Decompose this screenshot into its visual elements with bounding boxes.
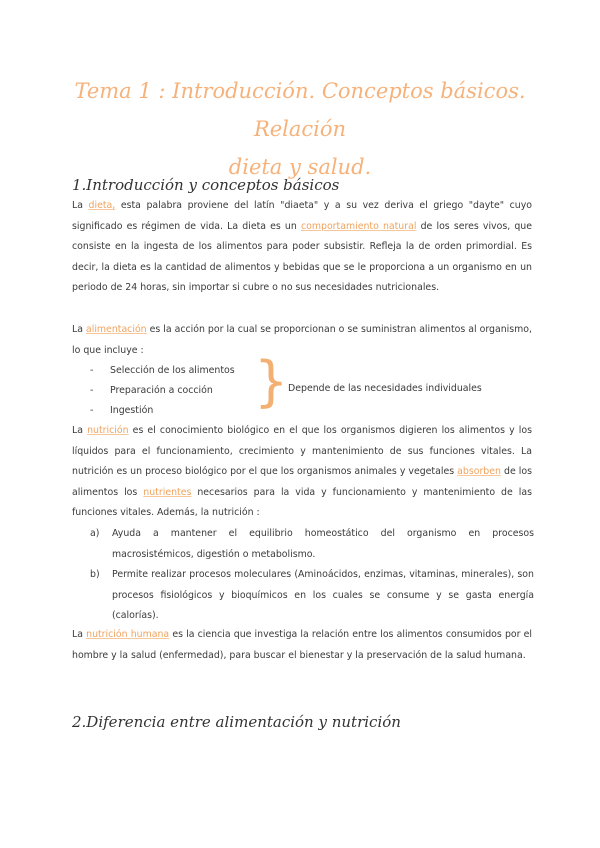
text-run: es la acción por la cual se proporcionan o se suministran alimentos al organismo, lo que incluye : xyxy=(72,324,533,356)
text-run: La xyxy=(72,200,89,211)
term-comportamiento-natural: comportamiento natural xyxy=(300,220,417,232)
paragraph-nutricion xyxy=(72,421,532,524)
sublist-marker: a) xyxy=(90,528,100,539)
term-nutricion-humana: nutrición humana xyxy=(86,629,170,640)
page-title xyxy=(60,72,540,186)
brace-note: Depende de las necesidades individuales xyxy=(288,383,482,394)
section-1-heading: 1.Introducción y conceptos básicos xyxy=(72,176,340,194)
text-run: necesarios para la vida y funcionamiento y mantenimiento de las funciones vitales. Además, la nutrición : xyxy=(72,486,532,519)
term-absorben: absorben xyxy=(457,466,501,478)
title-line-2: dieta y salud. xyxy=(228,155,372,179)
section-2-heading: 2.Diferencia entre alimentación y nutrición xyxy=(72,713,401,731)
list-dash: - xyxy=(90,405,94,416)
list-dash: - xyxy=(90,385,94,396)
curly-brace-icon: } xyxy=(254,350,289,413)
list-text: Preparación a cocción xyxy=(110,385,213,396)
sublist-text: Permite realizar procesos moleculares (Aminoácidos, enzimas, vitaminas, minerales), son procesos fisiológicos y bioquímicos en los cuales se consume y se gasta energía (calorías). xyxy=(112,569,534,622)
text-run: de los alimentos los xyxy=(72,466,532,498)
paragraph-alimentacion xyxy=(72,320,532,361)
text-run: La xyxy=(72,629,87,640)
title-line-1: Tema 1 : Introducción. Conceptos básicos. Relación xyxy=(74,79,526,141)
list-dash: - xyxy=(90,365,94,376)
paragraph-dieta xyxy=(72,196,532,299)
text-run: La xyxy=(72,324,86,335)
list-text: Ingestión xyxy=(110,405,154,416)
term-dieta: dieta, xyxy=(88,200,116,211)
text-run: es la ciencia que investiga la relación entre los alimentos consumidos por el hombre y la salud (enfermedad), para buscar el bienestar y la preservación de la salud humana. xyxy=(72,629,533,661)
text-run: esta palabra proviene del latín "diaeta" y a su vez deriva el griego "dayte" cuyo significado es régimen de vida. La dieta es un xyxy=(72,200,532,232)
term-nutricion: nutrición xyxy=(87,425,129,436)
text-run: es el conocimiento biológico en el que los organismos digieren los alimentos y los líquidos para el funcionamiento, crecimiento y mantenimiento de sus funciones vitales. La nutrición es un proceso biológico por el que los organismos animales y vegetales xyxy=(72,425,533,478)
term-alimentacion: alimentación xyxy=(85,324,147,335)
term-nutrientes: nutrientes xyxy=(143,486,192,498)
text-run: de los seres vivos, que consiste en la ingesta de los alimentos para poder subsistir. Refleja la de orden primordial. Es decir, la dieta es la cantidad de alimentos y bebidas que se le proporciona a un organismo en un periodo de 24 horas, sin importar si cubre o no sus necesidades nutricionales. xyxy=(72,220,533,294)
sublist-text: Ayuda a mantener el equilibrio homeostático del organismo en procesos macrosistémicos, digestión o metabolismo. xyxy=(112,528,534,560)
paragraph-nutricion-humana xyxy=(72,625,532,666)
sublist-marker: b) xyxy=(90,569,100,580)
list-text: Selección de los alimentos xyxy=(110,365,235,376)
text-run: La xyxy=(72,425,88,436)
